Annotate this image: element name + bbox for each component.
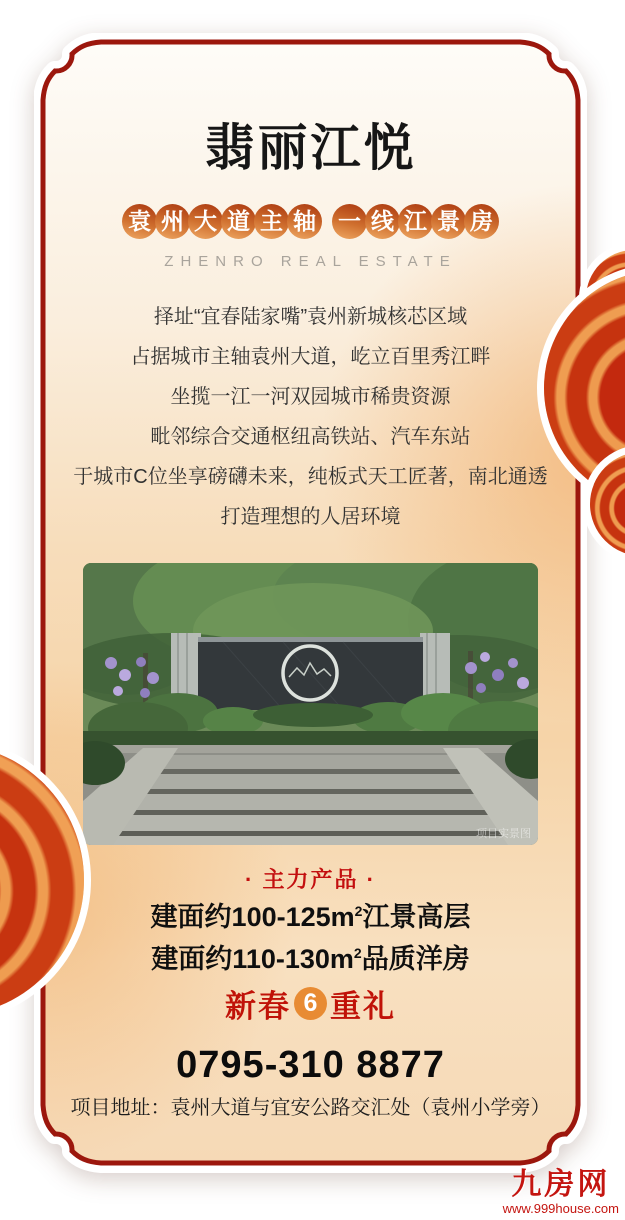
- intro-line: 占据城市主轴袁州大道，屹立百里秀江畔: [130, 346, 491, 368]
- product-line: [43, 935, 578, 977]
- badge-char: 道: [221, 204, 256, 239]
- badge-group-river-view: [333, 204, 498, 239]
- product-line-text: 建面约100-125m: [150, 902, 355, 932]
- intro-line: 择址“宜春陆家嘴”袁州新城核芯区域: [153, 306, 468, 328]
- photo-watermark: 项目实景图: [476, 828, 531, 840]
- badge-char: 袁: [122, 204, 157, 239]
- card-content: [43, 42, 578, 1163]
- badge-row: [43, 204, 578, 239]
- square-meter-sup: 2: [353, 945, 362, 961]
- badge-group-main-axis: [123, 204, 321, 239]
- badge-char: 一: [332, 204, 367, 239]
- badge-char: 轴: [287, 204, 322, 239]
- intro-line: 于城市C位坐享磅礴未来，纯板式天工匠著，南北通透: [73, 466, 548, 488]
- intro-paragraph: [43, 297, 578, 537]
- badge-char: 线: [365, 204, 400, 239]
- project-address: 项目地址：袁州大道与宜安公路交汇处（袁州小学旁）: [70, 1097, 551, 1119]
- badge-char: 房: [464, 204, 499, 239]
- stairs: [83, 739, 538, 845]
- site-watermark-logo: 九房网: [511, 1167, 611, 1202]
- product-line-text: 江景高层: [362, 902, 471, 932]
- developer-name-en: ZHENRO REAL ESTATE: [164, 253, 457, 270]
- square-meter-sup: 2: [354, 903, 363, 919]
- site-watermark-url: www.999house.com: [502, 1201, 619, 1216]
- site-watermark: [503, 1169, 619, 1216]
- promo-text-left: 新春: [225, 988, 291, 1024]
- intro-line: 坐揽一江一河双园城市稀贵资源: [170, 386, 451, 408]
- new-year-promo: [43, 985, 578, 1024]
- main-products-label: · 主力产品 ·: [245, 867, 376, 892]
- main-products-section: [43, 867, 578, 977]
- product-line: [43, 893, 578, 935]
- badge-char: 主: [254, 204, 289, 239]
- badge-char: 州: [155, 204, 190, 239]
- project-title: 翡丽江悦: [204, 118, 417, 177]
- intro-line: 毗邻综合交通枢纽高铁站、汽车东站: [150, 426, 471, 448]
- intro-line: 打造理想的人居环境: [220, 506, 401, 528]
- badge-char: 江: [398, 204, 433, 239]
- product-line-text: 品质洋房: [361, 944, 470, 974]
- badge-char: 大: [188, 204, 223, 239]
- badge-char: 景: [431, 204, 466, 239]
- promo-number-badge: 6: [294, 987, 327, 1020]
- contact-phone: 0795-310 8877: [176, 1044, 445, 1086]
- project-photo-scene: [83, 563, 538, 845]
- hedge-strip: [83, 731, 538, 745]
- product-line-text: 建面约110-130m: [151, 944, 354, 974]
- promo-text-right: 重礼: [330, 988, 396, 1024]
- project-photo: [83, 563, 538, 845]
